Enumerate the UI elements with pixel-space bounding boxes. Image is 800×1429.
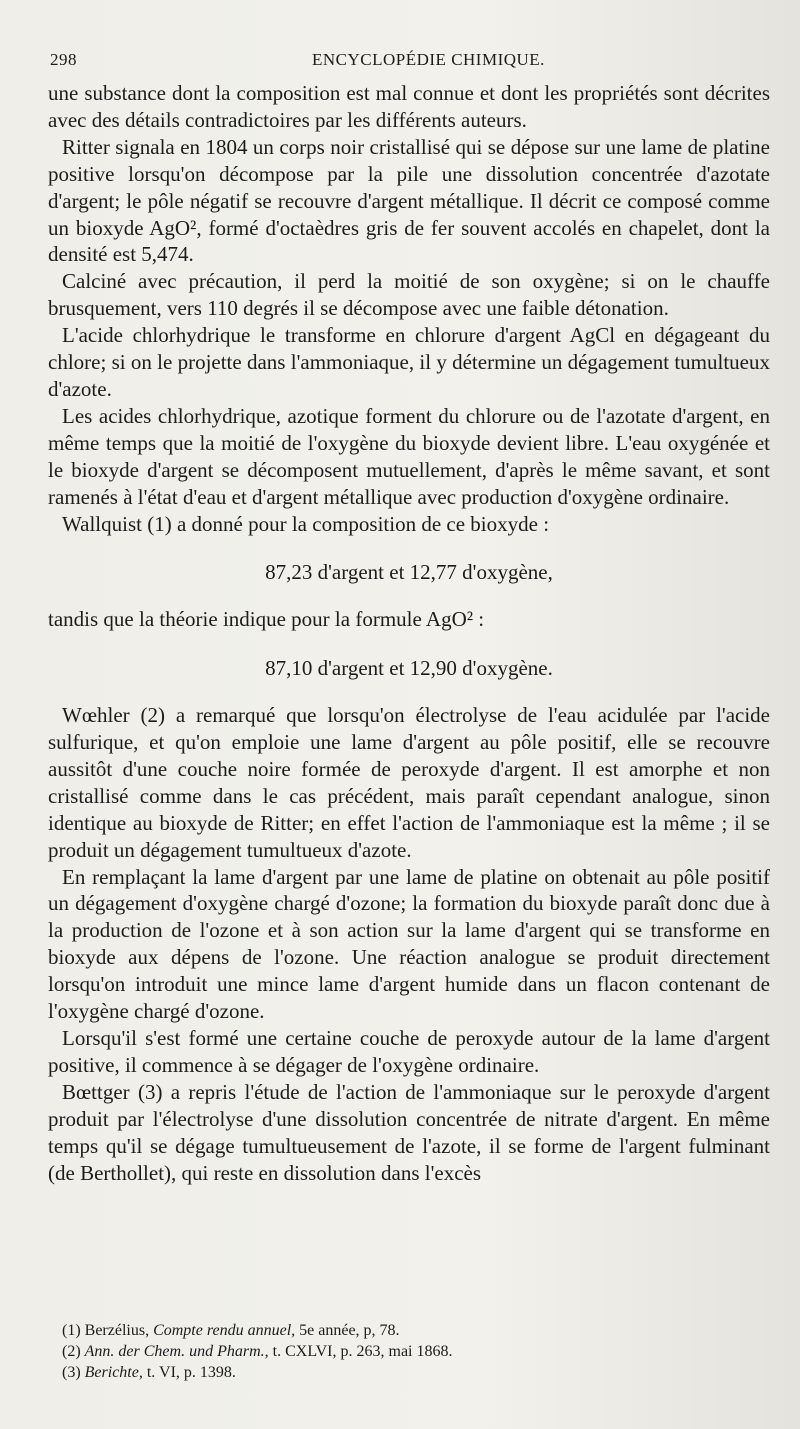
paragraph: Wœhler (2) a remarqué que lorsqu'on électrolyse de l'eau acidulée par l'acide sulfurique, et qu'on emploie une lame d'argent au pôle positif, elle se recouvre aussitôt d'une couche noire formée de peroxyde d'argent. Il est amorphe et non cristallisé comme dans le cas précédent, mais paraît cependant analogue, sinon identique au bioxyde de Ritter; en effet l'action de l'ammoniaque est la même ; il se produit un dégagement tumultueux d'azote. <box>48 703 770 862</box>
composition-line: 87,10 d'argent et 12,90 d'oxygène. <box>265 656 553 681</box>
composition-line: 87,23 d'argent et 12,77 d'oxygène, <box>265 560 553 585</box>
footnote <box>62 1341 762 1362</box>
footnote-mark: (1) <box>62 1322 81 1339</box>
footnote-author: Berzélius, <box>84 1322 150 1339</box>
footnotes <box>62 1320 762 1383</box>
paragraph: tandis que la théorie indique pour la formule AgO² : <box>48 607 485 632</box>
footnote-mark: (2) <box>62 1343 81 1360</box>
footnote-mark: (3) <box>62 1364 81 1381</box>
paragraph: L'acide chlorhydrique le transforme en chlorure d'argent AgCl en dégageant du chlore; si on le projette dans l'ammoniaque, il y détermine un dégagement tumultueux d'azote. <box>48 323 770 401</box>
footnote-rest: t. VI, p. 1398. <box>146 1364 236 1381</box>
page-body <box>48 80 770 1186</box>
footnote-rest: t. CXLVI, p. 263, mai 1868. <box>272 1343 453 1360</box>
footnote <box>62 1362 762 1383</box>
running-title: ENCYCLOPÉDIE CHIMIQUE. <box>312 50 545 69</box>
paragraph: Ritter signala en 1804 un corps noir cristallisé qui se dépose sur une lame de platine positive lorsqu'on décompose par la pile une dissolution concentrée d'azotate d'argent; le pôle négatif se recouvre d'argent métallique. Il décrit ce composé comme un bioxyde AgO², formé d'octaèdres gris de fer souvent accolés en chapelet, dont la densité est 5,474. <box>48 134 770 267</box>
paragraph: Calciné avec précaution, il perd la moitié de son oxygène; si on le chauffe brusquement, vers 110 degrés il se décompose avec une faible détonation. <box>48 269 770 321</box>
paragraph: Wallquist (1) a donné pour la composition de ce bioxyde : <box>62 511 550 536</box>
paragraph: Lorsqu'il s'est formé une certaine couche de peroxyde autour de la lame d'argent positive, il commence à se dégager de l'oxygène ordinaire. <box>48 1026 770 1077</box>
footnote-work: Ann. der Chem. und Pharm., <box>84 1343 269 1360</box>
footnote-rest: 5e année, p, 78. <box>299 1322 400 1339</box>
paragraph: Bœttger (3) a repris l'étude de l'action de l'ammoniaque sur le peroxyde d'argent produit par l'électrolyse d'une dissolution concentrée de nitrate d'argent. En même temps qu'il se dégage tumultueusement de l'azote, il se forme de l'argent fulminant (de Berthollet), qui reste en dissolution dans l'excès <box>48 1079 770 1185</box>
footnote-work: Compte rendu annuel, <box>153 1322 296 1339</box>
footnote <box>62 1320 762 1341</box>
paragraph: En remplaçant la lame d'argent par une lame de platine on obtenait au pôle positif un dégagement d'oxygène chargé d'ozone; la formation du bioxyde paraît donc due à la production de l'ozone et à son action sur la lame d'argent qui se transforme en bioxyde aux dépens de l'ozone. Une réaction analogue se produit directement lorsqu'on introduit une mince lame d'argent humide dans un flacon contenant de l'oxygène chargé d'ozone. <box>48 864 770 1024</box>
footnote-work: Berichte, <box>84 1364 143 1381</box>
paragraph: une substance dont la composition est mal connue et dont les propriétés sont décrites avec des détails contradictoires par les différents auteurs. <box>48 81 770 132</box>
page-number: 298 <box>50 50 77 69</box>
paragraph: Les acides chlorhydrique, azotique forment du chlorure ou de l'azotate d'argent, en même temps que la moitié de l'oxygène du bioxyde devient libre. L'eau oxygénée et le bioxyde d'argent se décomposent mutuellement, d'après le même savant, et sont ramenés à l'état d'eau et d'argent métallique avec production d'oxygène ordinaire. <box>48 403 770 509</box>
page-header <box>50 44 770 74</box>
